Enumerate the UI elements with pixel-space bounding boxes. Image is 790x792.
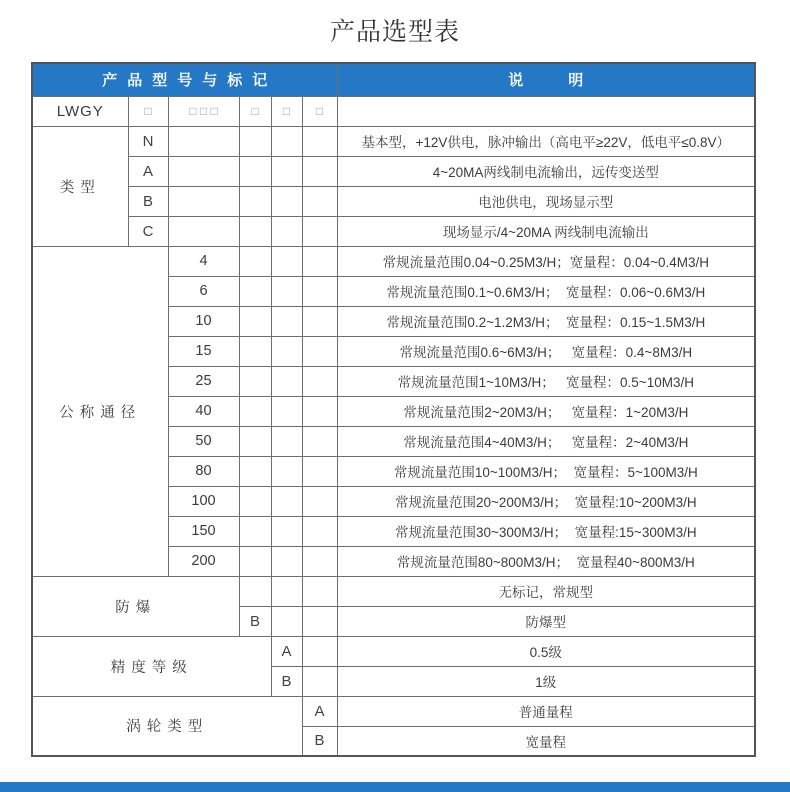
empty-cell [302,636,337,666]
empty-cell [302,546,337,576]
diameter-code: 40 [168,396,239,426]
empty-cell [239,336,271,366]
accuracy-desc: 0.5级 [337,636,755,666]
empty-cell [302,126,337,156]
page [0,16,790,757]
explosion-desc: 防爆型 [337,606,755,636]
diameter-code: 10 [168,306,239,336]
empty-cell [271,246,302,276]
empty-cell [271,516,302,546]
diameter-code: 6 [168,276,239,306]
diameter-desc: 常规流量范围80~800M3/H； 宽量程40~800M3/H [337,546,755,576]
empty-cell [271,156,302,186]
type-desc: 现场显示/4~20MA 两线制电流输出 [337,216,755,246]
table-row [32,576,755,606]
section-label-turbine: 涡轮类型 [32,696,302,756]
empty-cell [302,486,337,516]
empty-cell [271,546,302,576]
diameter-desc: 常规流量范围1~10M3/H； 宽量程：0.5~10M3/H [337,366,755,396]
diameter-code: 150 [168,516,239,546]
accuracy-code: A [271,636,302,666]
empty-cell [239,306,271,336]
diameter-code: 4 [168,246,239,276]
turbine-desc: 宽量程 [337,726,755,756]
empty-cell [239,366,271,396]
empty-cell [302,276,337,306]
empty-cell [302,606,337,636]
diameter-code: 100 [168,486,239,516]
empty-cell [302,336,337,366]
explosion-placeholder-box-icon: □ [239,96,271,126]
empty-cell [302,246,337,276]
empty-cell [271,306,302,336]
turbine-placeholder-box-icon: □ [302,96,337,126]
table-header-row [32,63,755,96]
empty-cell [239,486,271,516]
empty-cell [302,576,337,606]
empty-cell [271,426,302,456]
section-label-type: 类型 [32,126,128,246]
empty-cell [168,126,239,156]
empty-cell [239,246,271,276]
empty-cell [239,396,271,426]
diameter-desc: 常规流量范围2~20M3/H； 宽量程：1~20M3/H [337,396,755,426]
type-code: N [128,126,168,156]
type-desc: 4~20MA两线制电流输出，远传变送型 [337,156,755,186]
diameter-desc: 常规流量范围20~200M3/H； 宽量程:10~200M3/H [337,486,755,516]
empty-cell [302,186,337,216]
empty-cell [271,126,302,156]
table-row [32,216,755,246]
empty-cell [302,306,337,336]
accuracy-code: B [271,666,302,696]
empty-cell [239,426,271,456]
turbine-code: B [302,726,337,756]
diameter-desc: 常规流量范围0.1~0.6M3/H； 宽量程：0.06~0.6M3/H [337,276,755,306]
empty-cell [239,276,271,306]
table-row [32,636,755,666]
turbine-desc: 普通量程 [337,696,755,726]
table-row [32,696,755,726]
accuracy-placeholder-box-icon: □ [271,96,302,126]
empty-cell [239,516,271,546]
type-placeholder-box-icon: □ [128,96,168,126]
diameter-code: 80 [168,456,239,486]
empty-cell [271,336,302,366]
empty-cell [239,186,271,216]
model-row [32,96,755,126]
explosion-code [239,576,271,606]
empty-cell [302,516,337,546]
empty-cell [302,456,337,486]
product-selection-table [31,62,756,757]
empty-cell [302,426,337,456]
empty-cell [271,396,302,426]
empty-cell [302,396,337,426]
header-description: 说 明 [337,63,755,96]
model-row-desc [337,96,755,126]
turbine-code: A [302,696,337,726]
empty-cell [302,156,337,186]
empty-cell [239,456,271,486]
diameter-code: 200 [168,546,239,576]
table-row [32,126,755,156]
empty-cell [271,576,302,606]
diameter-code: 50 [168,426,239,456]
table-row [32,156,755,186]
diameter-desc: 常规流量范围10~100M3/H； 宽量程：5~100M3/H [337,456,755,486]
empty-cell [271,486,302,516]
accuracy-desc: 1级 [337,666,755,696]
empty-cell [239,156,271,186]
page-title: 产品选型表 [329,18,460,46]
type-code: C [128,216,168,246]
empty-cell [271,366,302,396]
empty-cell [271,606,302,636]
empty-cell [271,216,302,246]
empty-cell [168,156,239,186]
header-model-mark: 产品型号与标记 [32,63,337,96]
section-label-accuracy: 精度等级 [32,636,271,696]
empty-cell [168,186,239,216]
section-label-explosion: 防爆 [32,576,239,636]
empty-cell [271,276,302,306]
diameter-desc: 常规流量范围0.6~6M3/H； 宽量程：0.4~8M3/H [337,336,755,366]
diameter-desc: 常规流量范围30~300M3/H； 宽量程:15~300M3/H [337,516,755,546]
explosion-desc: 无标记，常规型 [337,576,755,606]
empty-cell [271,456,302,486]
section-label-diameter: 公称通径 [32,246,168,576]
diameter-desc: 常规流量范围0.04~0.25M3/H；宽量程：0.04~0.4M3/H [337,246,755,276]
empty-cell [239,126,271,156]
diameter-desc: 常规流量范围4~40M3/H； 宽量程：2~40M3/H [337,426,755,456]
empty-cell [239,216,271,246]
diameter-desc: 常规流量范围0.2~1.2M3/H； 宽量程：0.15~1.5M3/H [337,306,755,336]
diameter-code: 15 [168,336,239,366]
diameter-code: 25 [168,366,239,396]
empty-cell [302,216,337,246]
footer-accent-bar [0,782,790,792]
empty-cell [271,186,302,216]
type-desc: 电池供电，现场显示型 [337,186,755,216]
empty-cell [168,216,239,246]
type-code: A [128,156,168,186]
type-desc: 基本型，+12V供电，脉冲输出（高电平≥22V，低电平≤0.8V） [337,126,755,156]
table-row [32,186,755,216]
empty-cell [302,366,337,396]
empty-cell [302,666,337,696]
model-code: LWGY [32,96,128,126]
table-row [32,246,755,276]
type-code: B [128,186,168,216]
diameter-placeholder-boxes-icon: □ □ □ [168,96,239,126]
empty-cell [239,546,271,576]
explosion-code: B [239,606,271,636]
